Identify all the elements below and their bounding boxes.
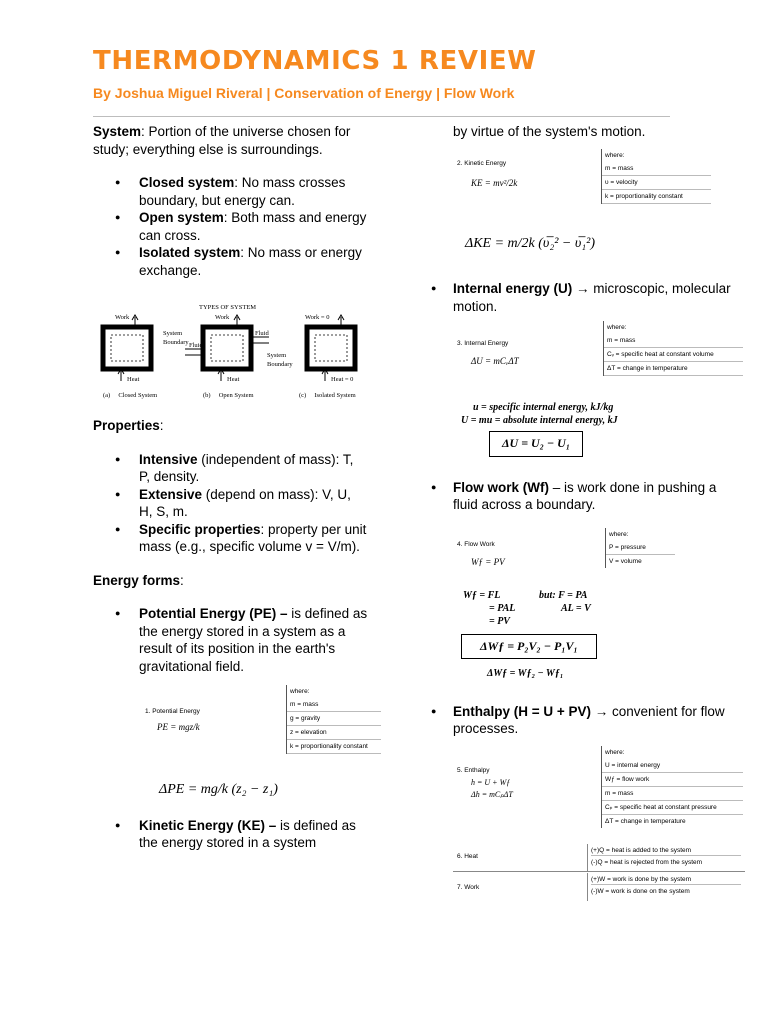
extensive-text: (depend on mass): V, U, H, S, m.: [139, 486, 351, 519]
pe-where-box: [286, 685, 381, 754]
wf-fig-label: 4. Flow Work: [457, 540, 495, 548]
u-fig-label: 3. Internal Energy: [457, 340, 509, 347]
list-item: [93, 244, 368, 279]
work-row-minus: (-)W = work is done on the system: [591, 887, 690, 895]
work-row: [453, 873, 745, 901]
figure-title: TYPES OF SYSTEM: [199, 304, 257, 311]
u-text: → microscopic, molecular motion.: [453, 281, 731, 314]
h-where-3: m = mass: [602, 787, 743, 801]
u-box-wrap: [489, 431, 731, 457]
flow-work-list: [431, 479, 731, 514]
ke-where-0: where:: [605, 151, 625, 159]
page-title: THERMODYNAMICS 1 REVIEW: [93, 46, 537, 76]
list-item: [431, 280, 731, 315]
intensive-text: (independent of mass): T, P, density.: [139, 451, 354, 484]
ke-where-1: m = mass: [602, 162, 711, 176]
h-text: → convenient for flow processes.: [453, 703, 725, 736]
u-absolute-line: U = mu = absolute internal energy, kJ: [461, 415, 618, 426]
energy-forms-list: [93, 605, 368, 675]
h-fig-formula-2: Δh = mCₚΔT: [471, 789, 513, 799]
wf-but-0: but: F = PA: [539, 589, 588, 601]
enthalpy-figure: [453, 746, 743, 830]
types-of-system-figure: [99, 293, 369, 403]
properties-list: [93, 451, 368, 556]
system-types-list: [93, 174, 368, 279]
pe-term: Potential Energy (PE) –: [139, 606, 288, 621]
label-boundary-a: System Boundary: [163, 330, 189, 346]
heat-row-minus: (-)Q = heat is rejected from the system: [591, 858, 703, 866]
wf-line-0: Wƒ = FL: [463, 589, 501, 601]
list-item: [93, 521, 368, 556]
list-item: [93, 451, 368, 486]
pe-fig-label: 1. Potential Energy: [145, 708, 200, 715]
internal-energy-figure: [453, 321, 743, 391]
wf-where-box: [605, 528, 675, 568]
ke-list: [93, 817, 368, 852]
properties-colon: :: [159, 418, 164, 433]
specific-text: : property per unit mass (e.g., specific volume v = V/m).: [139, 521, 367, 554]
u-box-equation: ΔU = U₂ − U₁: [489, 431, 583, 457]
specific-term: Specific properties: [139, 521, 261, 537]
u-where-0: where:: [607, 324, 627, 331]
right-column: [431, 123, 731, 900]
wf-delta-equation: ΔWƒ = Wƒ₂ − Wƒ₁: [487, 668, 564, 679]
u-fig-formula: ΔU = mCᵥΔT: [471, 356, 519, 366]
h-term: Enthalpy (H = U + PV): [453, 703, 592, 719]
wf-box-equation: ΔWƒ = P₂V₂ − P₁V₁: [461, 634, 597, 660]
open-term: Open system: [139, 210, 224, 225]
pe-fig-formula: PE = mgz/k: [157, 722, 200, 732]
intensive-term: Intensive: [139, 451, 198, 467]
wf-where-2: V = volume: [609, 557, 642, 565]
work-cells: [587, 873, 741, 901]
wf-box-wrap: [461, 634, 731, 660]
ke-term: Kinetic Energy (KE) –: [139, 817, 277, 833]
energy-colon: :: [180, 572, 184, 588]
u-where-1: m = mass: [604, 334, 743, 348]
h-where-5: ΔT = change in temperature: [605, 817, 686, 825]
pe-where-3: z = elevation: [287, 726, 381, 740]
isolated-term: Isolated system: [139, 245, 241, 260]
wf-where-1: P = pressure: [606, 541, 675, 555]
pe-where-2: g = gravity: [287, 712, 381, 726]
h-fig-label: 5. Enthalpy: [457, 766, 490, 774]
wf-term: Flow work (Wf): [453, 479, 549, 495]
system-text: : Portion of the universe chosen for study; everything else is surroundings.: [93, 124, 351, 157]
heat-row: [453, 844, 745, 872]
list-item: [93, 486, 368, 521]
wf-where-0: where:: [609, 530, 629, 538]
page-subtitle: By Joshua Miguel Riveral | Conservation of Energy | Flow Work: [93, 85, 515, 101]
delta-ke-equation: ΔKE = m/2k (υ̅₂² − υ̅₁²): [465, 235, 596, 251]
h-where-4: Cₚ = specific heat at constant pressure: [602, 801, 743, 815]
caption-open: (b) Open System: [203, 392, 254, 399]
h-fig-formula-1: h = U + Wƒ: [471, 777, 511, 787]
u-term: Internal energy (U): [453, 281, 573, 296]
caption-isolated: (c) Isolated System: [299, 392, 356, 399]
label-boundary-b: System Boundary: [267, 352, 293, 368]
u-specific-line: u = specific internal energy, kJ/kg: [473, 402, 614, 413]
label-heat-a: Heat: [127, 376, 140, 383]
list-item: [93, 605, 368, 675]
wf-fig-formula: Wƒ = PV: [471, 556, 505, 567]
properties-heading-text: Properties: [93, 418, 160, 433]
wf-but-1: AL = V: [561, 602, 591, 614]
work-label: 7. Work: [457, 883, 480, 891]
label-heat-zero: Heat = 0: [331, 376, 354, 383]
ke-continued-text: by virtue of the system's motion.: [453, 124, 646, 139]
label-work-zero: Work = 0: [305, 314, 330, 321]
wf-line-1: = PAL: [489, 602, 516, 614]
u-where-3: ΔT = change in temperature: [604, 362, 743, 376]
kinetic-energy-figure: [453, 149, 713, 213]
work-row-plus: (+)W = work is done by the system: [591, 873, 741, 885]
label-heat-b: Heat: [227, 376, 240, 383]
label-work-b: Work: [215, 314, 230, 321]
list-item: [431, 703, 731, 738]
heat-label: 6. Heat: [457, 852, 478, 860]
ke-fig-formula: KE = mv²/2k: [471, 177, 518, 188]
extensive-term: Extensive: [139, 486, 203, 502]
pe-where-0: where:: [290, 688, 310, 695]
list-item: [93, 209, 368, 244]
wf-text: – is work done in pushing a fluid across a boundary.: [453, 479, 717, 512]
potential-energy-figure: [141, 685, 381, 767]
wf-derivation: [463, 590, 731, 632]
ke-where-2: υ = velocity: [602, 176, 711, 190]
energy-heading-text: Energy forms: [93, 572, 181, 588]
energy-forms-heading: [93, 572, 368, 590]
internal-energy-list: [431, 280, 731, 315]
ke-where-box: [601, 149, 711, 204]
closed-text: : No mass crosses boundary, but energy can.: [139, 175, 346, 208]
ke-text: is defined as the energy stored in a system: [139, 817, 356, 850]
flow-work-figure: [453, 524, 713, 582]
label-fluid-out: Fluid: [255, 330, 269, 337]
pe-text: is defined as the energy stored in a system as a result of its position in the earth's gravitational field.: [139, 606, 368, 674]
left-column: [93, 123, 368, 852]
delta-pe-equation: ΔPE = mg/k (z₂ − z₁): [159, 782, 278, 797]
ke-fig-label: 2. Kinetic Energy: [457, 159, 507, 167]
u-where-2: Cᵥ = specific heat at constant volume: [604, 348, 743, 362]
ke-where-3: k = proportionality constant: [602, 190, 711, 204]
list-item: [431, 479, 731, 514]
open-text: : Both mass and energy can cross.: [139, 210, 367, 243]
system-term: System: [93, 124, 142, 139]
heat-cells: [587, 844, 741, 872]
pe-where-1: m = mass: [287, 698, 381, 712]
isolated-text: : No mass or energy exchange.: [139, 245, 362, 278]
h-where-0: where:: [605, 748, 625, 756]
closed-term: Closed system: [139, 175, 235, 190]
h-where-box: [601, 746, 743, 828]
label-fluid-in: Fluid: [189, 342, 203, 349]
header-divider: [93, 116, 670, 117]
h-where-2: Wƒ = flow work: [602, 773, 743, 787]
wf-line-2: = PV: [489, 615, 510, 627]
pe-where-4: k = proportionality constant: [287, 740, 381, 754]
enthalpy-list: [431, 703, 731, 738]
properties-heading: [93, 417, 368, 435]
caption-closed: (a) Closed System: [103, 392, 158, 399]
systems-diagram: [99, 293, 369, 403]
label-work-a: Work: [115, 314, 130, 321]
h-where-1: U = internal energy: [602, 759, 743, 773]
sign-convention-table: [453, 838, 745, 900]
heat-row-plus: (+)Q = heat is added to the system: [591, 844, 741, 856]
list-item: [93, 174, 368, 209]
u-where-box: [603, 321, 743, 376]
list-item: [93, 817, 368, 852]
system-definition: [93, 123, 368, 158]
